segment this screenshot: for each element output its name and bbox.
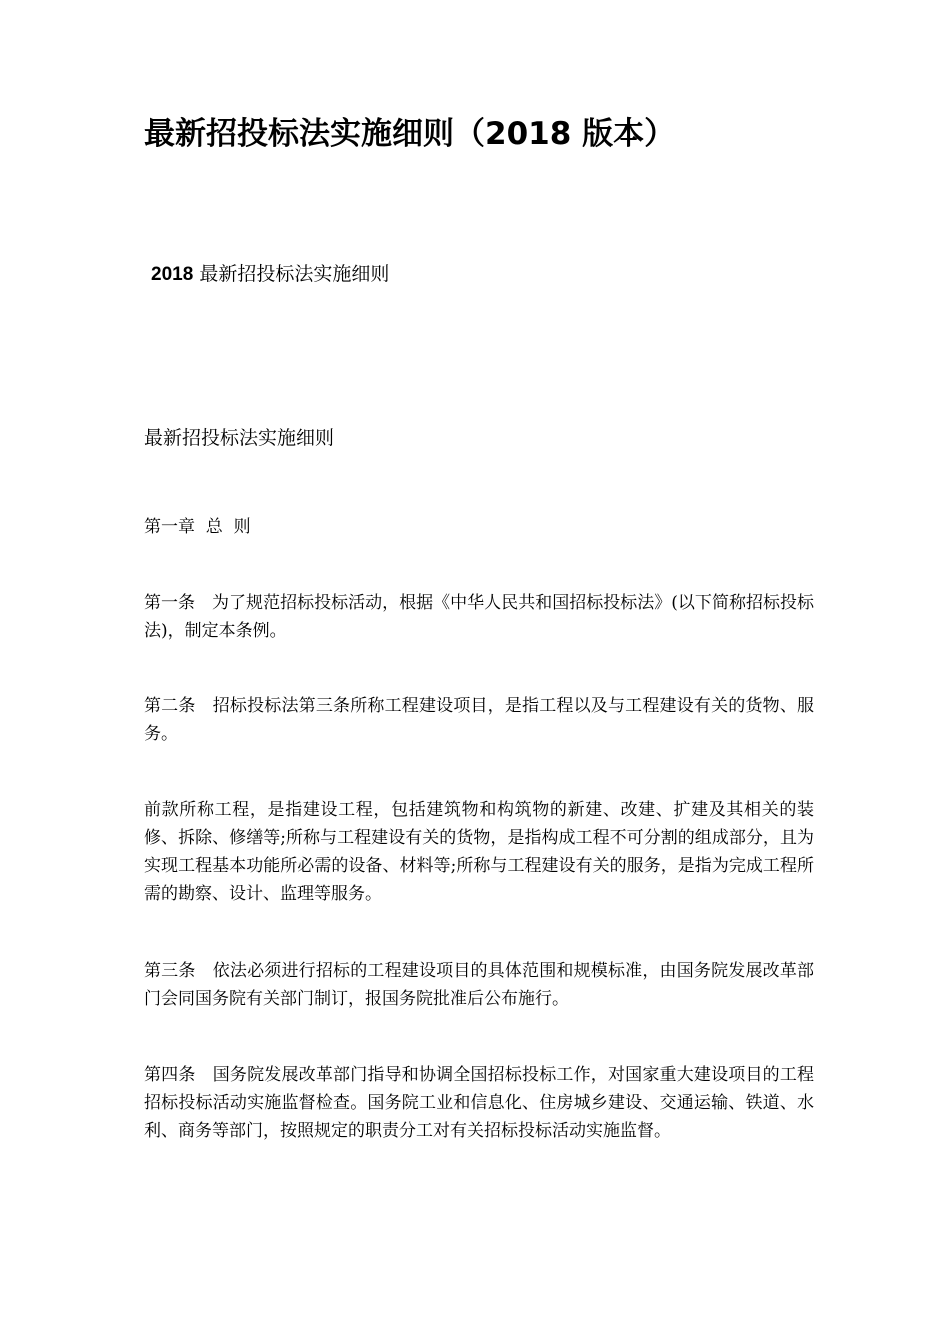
section-heading: 最新招投标法实施细则 [144,427,335,449]
subtitle-text: 最新招投标法实施细则 [193,263,390,285]
article-2-detail-paragraph: 前款所称工程，是指建设工程，包括建筑物和构筑物的新建、改建、扩建及其相关的装修、拆除、修缮等;所称与工程建设有关的货物，是指构成工程不可分割的组成部分，且为实现工程基本功能所必需的设备、材料等;所称与工程建设有关的服务，是指为完成工程所需的勘察、设计、监理等服务。 [144,800,814,904]
article-1-paragraph: 第一条 为了规范招标投标活动，根据《中华人民共和国招标投标法》(以下简称招标投标法)，制定本条例。 [144,593,814,641]
chapter-heading: 第一章 总 则 [144,517,251,537]
article-4-paragraph: 第四条 国务院发展改革部门指导和协调全国招标投标工作，对国家重大建设项目的工程招标投标活动实施监督检查。国务院工业和信息化、住房城乡建设、交通运输、铁道、水利、商务等部门，按照规定的职责分工对有关招标投标活动实施监督。 [144,1065,814,1141]
document-title: 最新招投标法实施细则（2018 版本） [144,116,676,152]
document-subtitle [151,260,389,289]
subtitle-year: 2018 [151,264,194,285]
article-3-paragraph: 第三条 依法必须进行招标的工程建设项目的具体范围和规模标准，由国务院发展改革部门会同国务院有关部门制订，报国务院批准后公布施行。 [144,961,814,1009]
article-2-paragraph: 第二条 招标投标法第三条所称工程建设项目，是指工程以及与工程建设有关的货物、服务。 [144,696,814,744]
